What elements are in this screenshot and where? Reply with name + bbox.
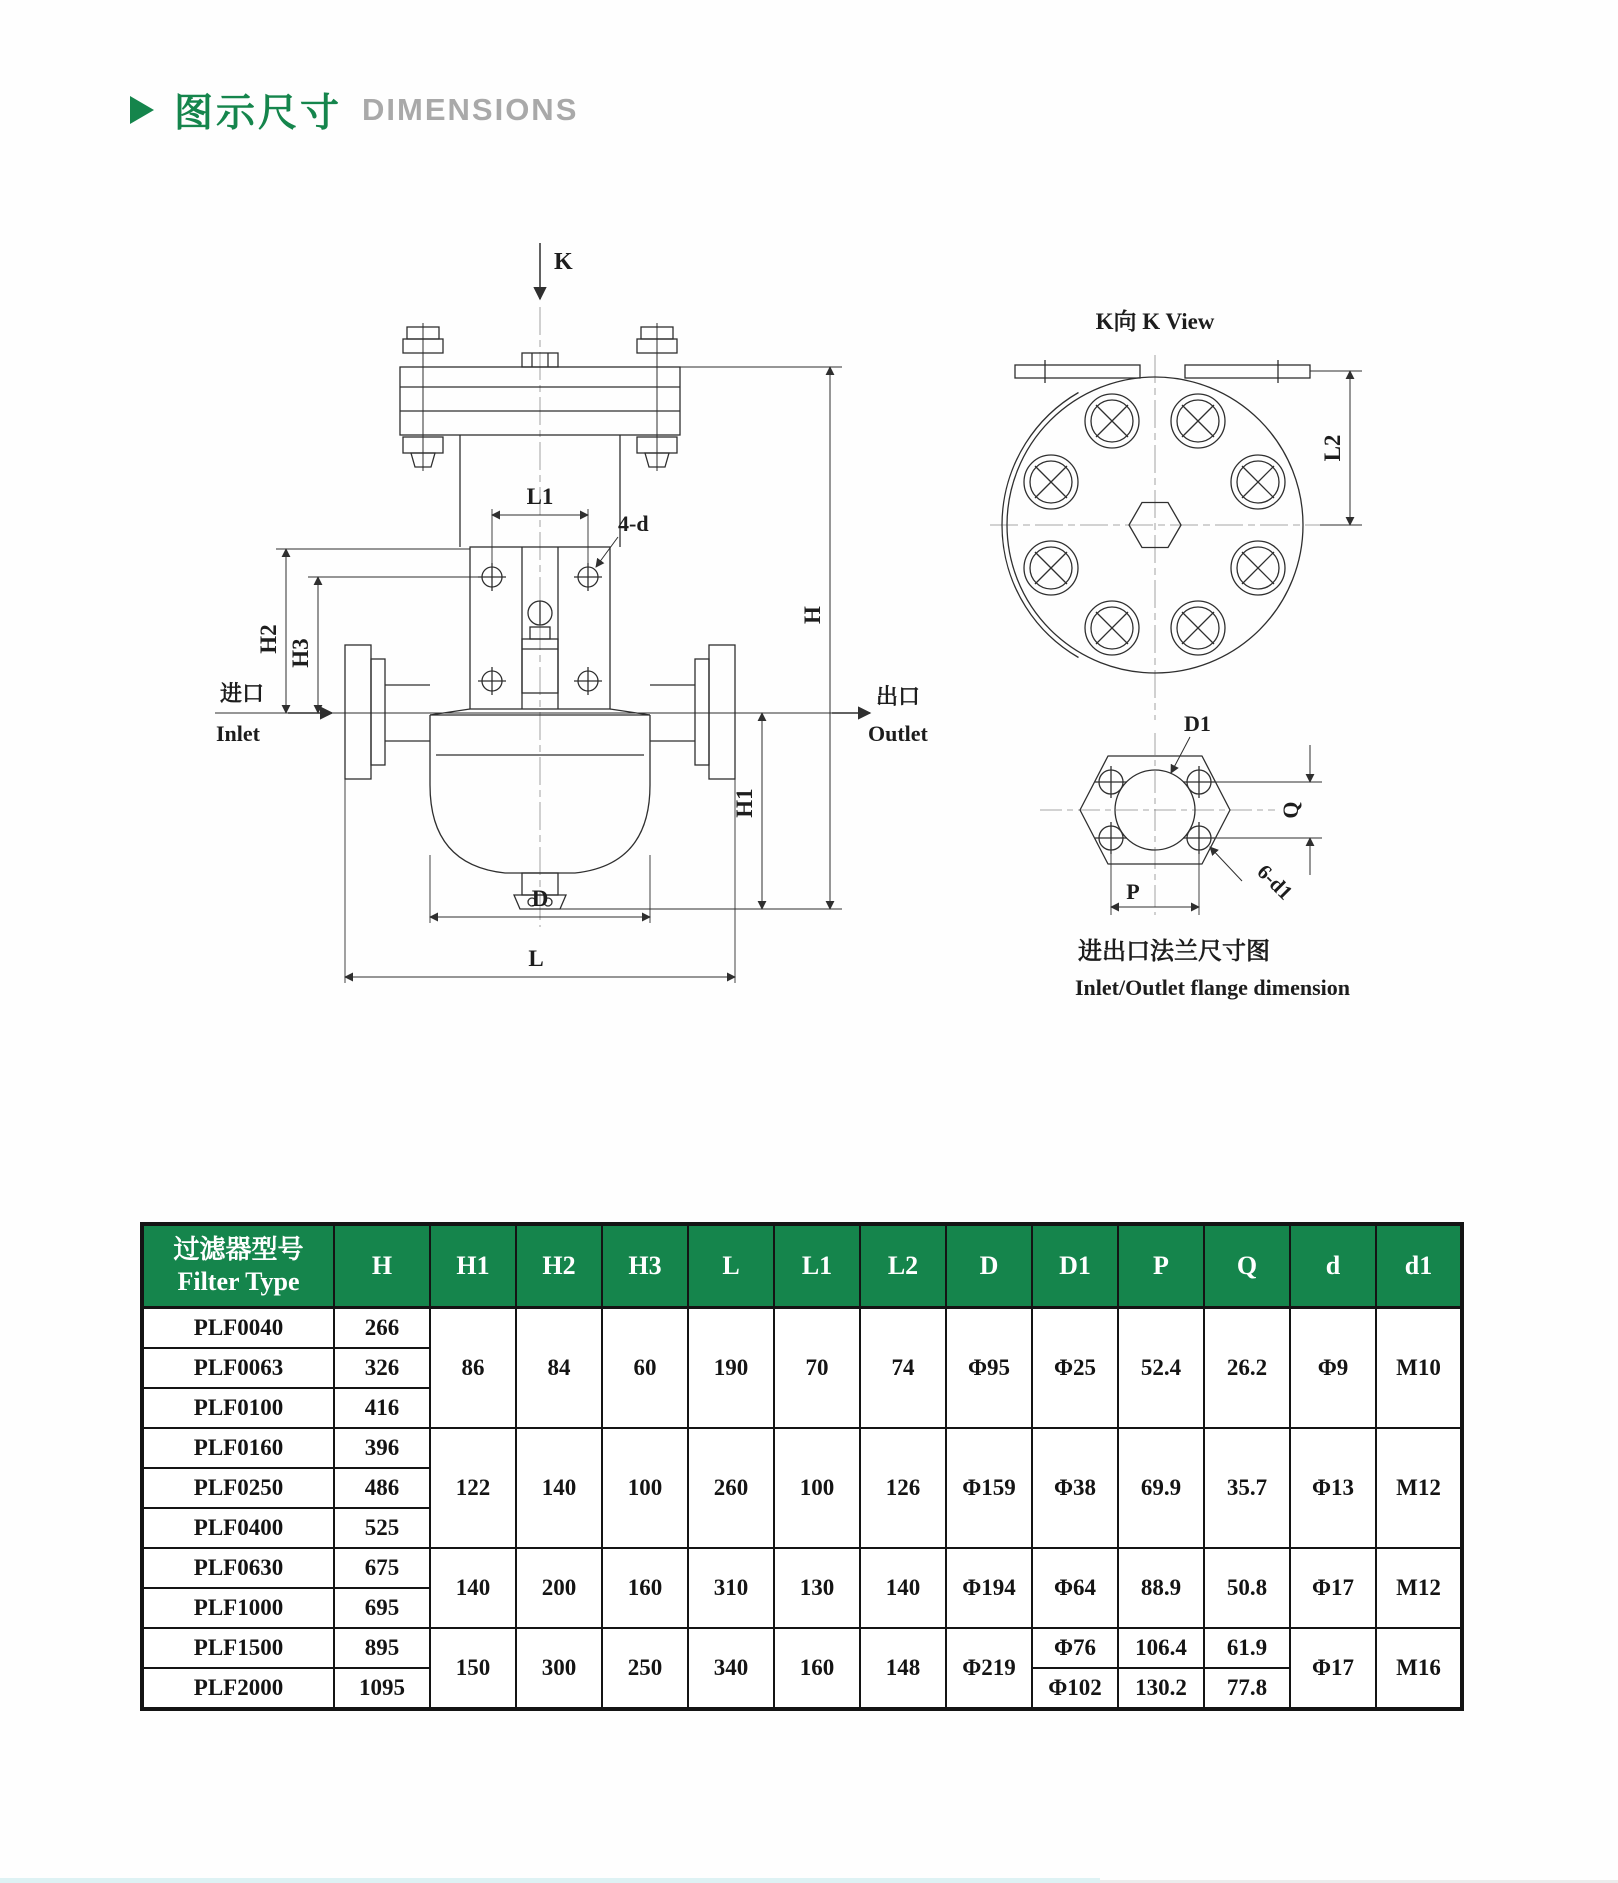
dim-cell: 86 <box>430 1308 516 1429</box>
table-row <box>142 1548 1462 1588</box>
dim-cell: 190 <box>688 1308 774 1429</box>
col-H3: H3 <box>602 1224 688 1308</box>
dim-cell: 260 <box>688 1428 774 1548</box>
k-view <box>990 309 1362 720</box>
col-d1: d1 <box>1376 1224 1462 1308</box>
label-k: K <box>554 249 573 275</box>
table-row <box>142 1428 1462 1468</box>
flange-caption-en: Inlet/Outlet flange dimension <box>1075 975 1351 1000</box>
dim-cell: 50.8 <box>1204 1548 1290 1628</box>
label-d: D <box>531 886 549 911</box>
dim-cell: 130 <box>774 1548 860 1628</box>
label-l1: L1 <box>526 484 554 509</box>
dim-cell: 895 <box>334 1628 430 1668</box>
dim-cell: Φ17 <box>1290 1628 1376 1709</box>
dim-cell: Φ159 <box>946 1428 1032 1548</box>
dim-cell: 140 <box>516 1428 602 1548</box>
dim-cell: 1095 <box>334 1668 430 1709</box>
dim-cell: Φ64 <box>1032 1548 1118 1628</box>
flange-caption-zh: 进出口法兰尺寸图 <box>1078 939 1270 965</box>
label-l2: L2 <box>1320 434 1345 462</box>
dim-cell: M12 <box>1376 1548 1462 1628</box>
dim-cell: 70 <box>774 1308 860 1429</box>
dim-cell: 35.7 <box>1204 1428 1290 1548</box>
dim-cell: 326 <box>334 1348 430 1388</box>
technical-drawing <box>170 215 1410 1015</box>
dim-cell: 340 <box>688 1628 774 1709</box>
table-header-row <box>142 1224 1462 1308</box>
dim-cell: 84 <box>516 1308 602 1429</box>
filter-type-cell: PLF1500 <box>142 1628 334 1668</box>
dim-cell: 416 <box>334 1388 430 1428</box>
label-four-d: 4-d <box>618 511 649 536</box>
triangle-bullet-icon <box>130 96 154 124</box>
dim-cell: 106.4 <box>1118 1628 1204 1668</box>
dim-cell: 74 <box>860 1308 946 1429</box>
section-header <box>130 82 578 138</box>
label-outlet-en: Outlet <box>868 721 928 746</box>
dim-cell: 150 <box>430 1628 516 1709</box>
dim-cell: Φ17 <box>1290 1548 1376 1628</box>
col-Q: Q <box>1204 1224 1290 1308</box>
dim-cell: Φ194 <box>946 1548 1032 1628</box>
label-bolt-note: 6-d1 <box>1252 859 1298 905</box>
dim-cell: 26.2 <box>1204 1308 1290 1429</box>
table-row <box>142 1308 1462 1349</box>
label-p: P <box>1126 879 1140 904</box>
dimensions-table <box>140 1222 1464 1711</box>
dim-cell: 122 <box>430 1428 516 1548</box>
label-q: Q <box>1278 801 1303 819</box>
label-inlet-en: Inlet <box>216 721 260 746</box>
dim-cell: Φ95 <box>946 1308 1032 1429</box>
filter-type-cell: PLF0063 <box>142 1348 334 1388</box>
dim-cell: 160 <box>774 1628 860 1709</box>
label-outlet-zh: 出口 <box>876 684 921 709</box>
dim-cell: Φ13 <box>1290 1428 1376 1548</box>
dim-cell: 525 <box>334 1508 430 1548</box>
filter-type-cell: PLF2000 <box>142 1668 334 1709</box>
col-L2: L2 <box>860 1224 946 1308</box>
col-D1: D1 <box>1032 1224 1118 1308</box>
section-title-zh: 图示尺寸 <box>174 92 343 135</box>
label-h: H <box>800 606 825 624</box>
label-l: L <box>528 946 544 971</box>
dim-cell: Φ9 <box>1290 1308 1376 1429</box>
dim-cell: 486 <box>334 1468 430 1508</box>
dim-cell: 310 <box>688 1548 774 1628</box>
dim-cell: 100 <box>774 1428 860 1548</box>
col-d: d <box>1290 1224 1376 1308</box>
dim-cell: 396 <box>334 1428 430 1468</box>
section-title-en: DIMENSIONS <box>362 92 579 127</box>
dim-cell: 675 <box>334 1548 430 1588</box>
label-d1: D1 <box>1184 711 1211 736</box>
filter-type-cell: PLF0100 <box>142 1388 334 1428</box>
table-row <box>142 1628 1462 1668</box>
label-h1: H1 <box>732 788 757 818</box>
dim-cell: 140 <box>430 1548 516 1628</box>
label-h3: H3 <box>288 638 313 668</box>
col-H1: H1 <box>430 1224 516 1308</box>
dim-cell: 61.9 <box>1204 1628 1290 1668</box>
col-L1: L1 <box>774 1224 860 1308</box>
filter-type-cell: PLF0160 <box>142 1428 334 1468</box>
filter-type-cell: PLF0040 <box>142 1308 334 1349</box>
col-filter-type <box>142 1224 334 1308</box>
dim-cell: Φ76 <box>1032 1628 1118 1668</box>
dim-cell: 69.9 <box>1118 1428 1204 1548</box>
dim-cell: 77.8 <box>1204 1668 1290 1709</box>
dim-cell: Φ219 <box>946 1628 1032 1709</box>
filter-type-cell: PLF0400 <box>142 1508 334 1548</box>
k-view-title: K向 K View <box>1095 309 1215 334</box>
dim-cell: 126 <box>860 1428 946 1548</box>
col-filter-type-zh: 过滤器型号 <box>173 1234 304 1264</box>
filter-type-cell: PLF0250 <box>142 1468 334 1508</box>
col-filter-type-en: Filter Type <box>177 1267 300 1296</box>
k-view-bolts <box>1024 394 1285 655</box>
dim-cell: Φ25 <box>1032 1308 1118 1429</box>
col-H: H <box>334 1224 430 1308</box>
dim-cell: 100 <box>602 1428 688 1548</box>
dim-cell: M16 <box>1376 1628 1462 1709</box>
dim-cell: Φ102 <box>1032 1668 1118 1709</box>
dim-cell: Φ38 <box>1032 1428 1118 1548</box>
page-bottom-edge <box>0 1878 1100 1883</box>
dim-cell: 695 <box>334 1588 430 1628</box>
col-H2: H2 <box>516 1224 602 1308</box>
dim-cell: 148 <box>860 1628 946 1709</box>
dim-cell: 130.2 <box>1118 1668 1204 1709</box>
dim-cell: M10 <box>1376 1308 1462 1429</box>
dim-cell: 160 <box>602 1548 688 1628</box>
dim-cell: 60 <box>602 1308 688 1429</box>
dim-cell: 300 <box>516 1628 602 1709</box>
dim-cell: 200 <box>516 1548 602 1628</box>
label-h2: H2 <box>256 624 281 654</box>
col-P: P <box>1118 1224 1204 1308</box>
col-L: L <box>688 1224 774 1308</box>
filter-type-cell: PLF0630 <box>142 1548 334 1588</box>
label-inlet-zh: 进口 <box>220 681 265 706</box>
dim-cell: 140 <box>860 1548 946 1628</box>
dim-cell: 52.4 <box>1118 1308 1204 1429</box>
dim-cell: 250 <box>602 1628 688 1709</box>
col-D: D <box>946 1224 1032 1308</box>
dim-cell: 266 <box>334 1308 430 1349</box>
front-view <box>215 243 929 983</box>
dim-cell: M12 <box>1376 1428 1462 1548</box>
filter-type-cell: PLF1000 <box>142 1588 334 1628</box>
flange-view <box>1040 711 1350 1000</box>
dim-cell: 88.9 <box>1118 1548 1204 1628</box>
